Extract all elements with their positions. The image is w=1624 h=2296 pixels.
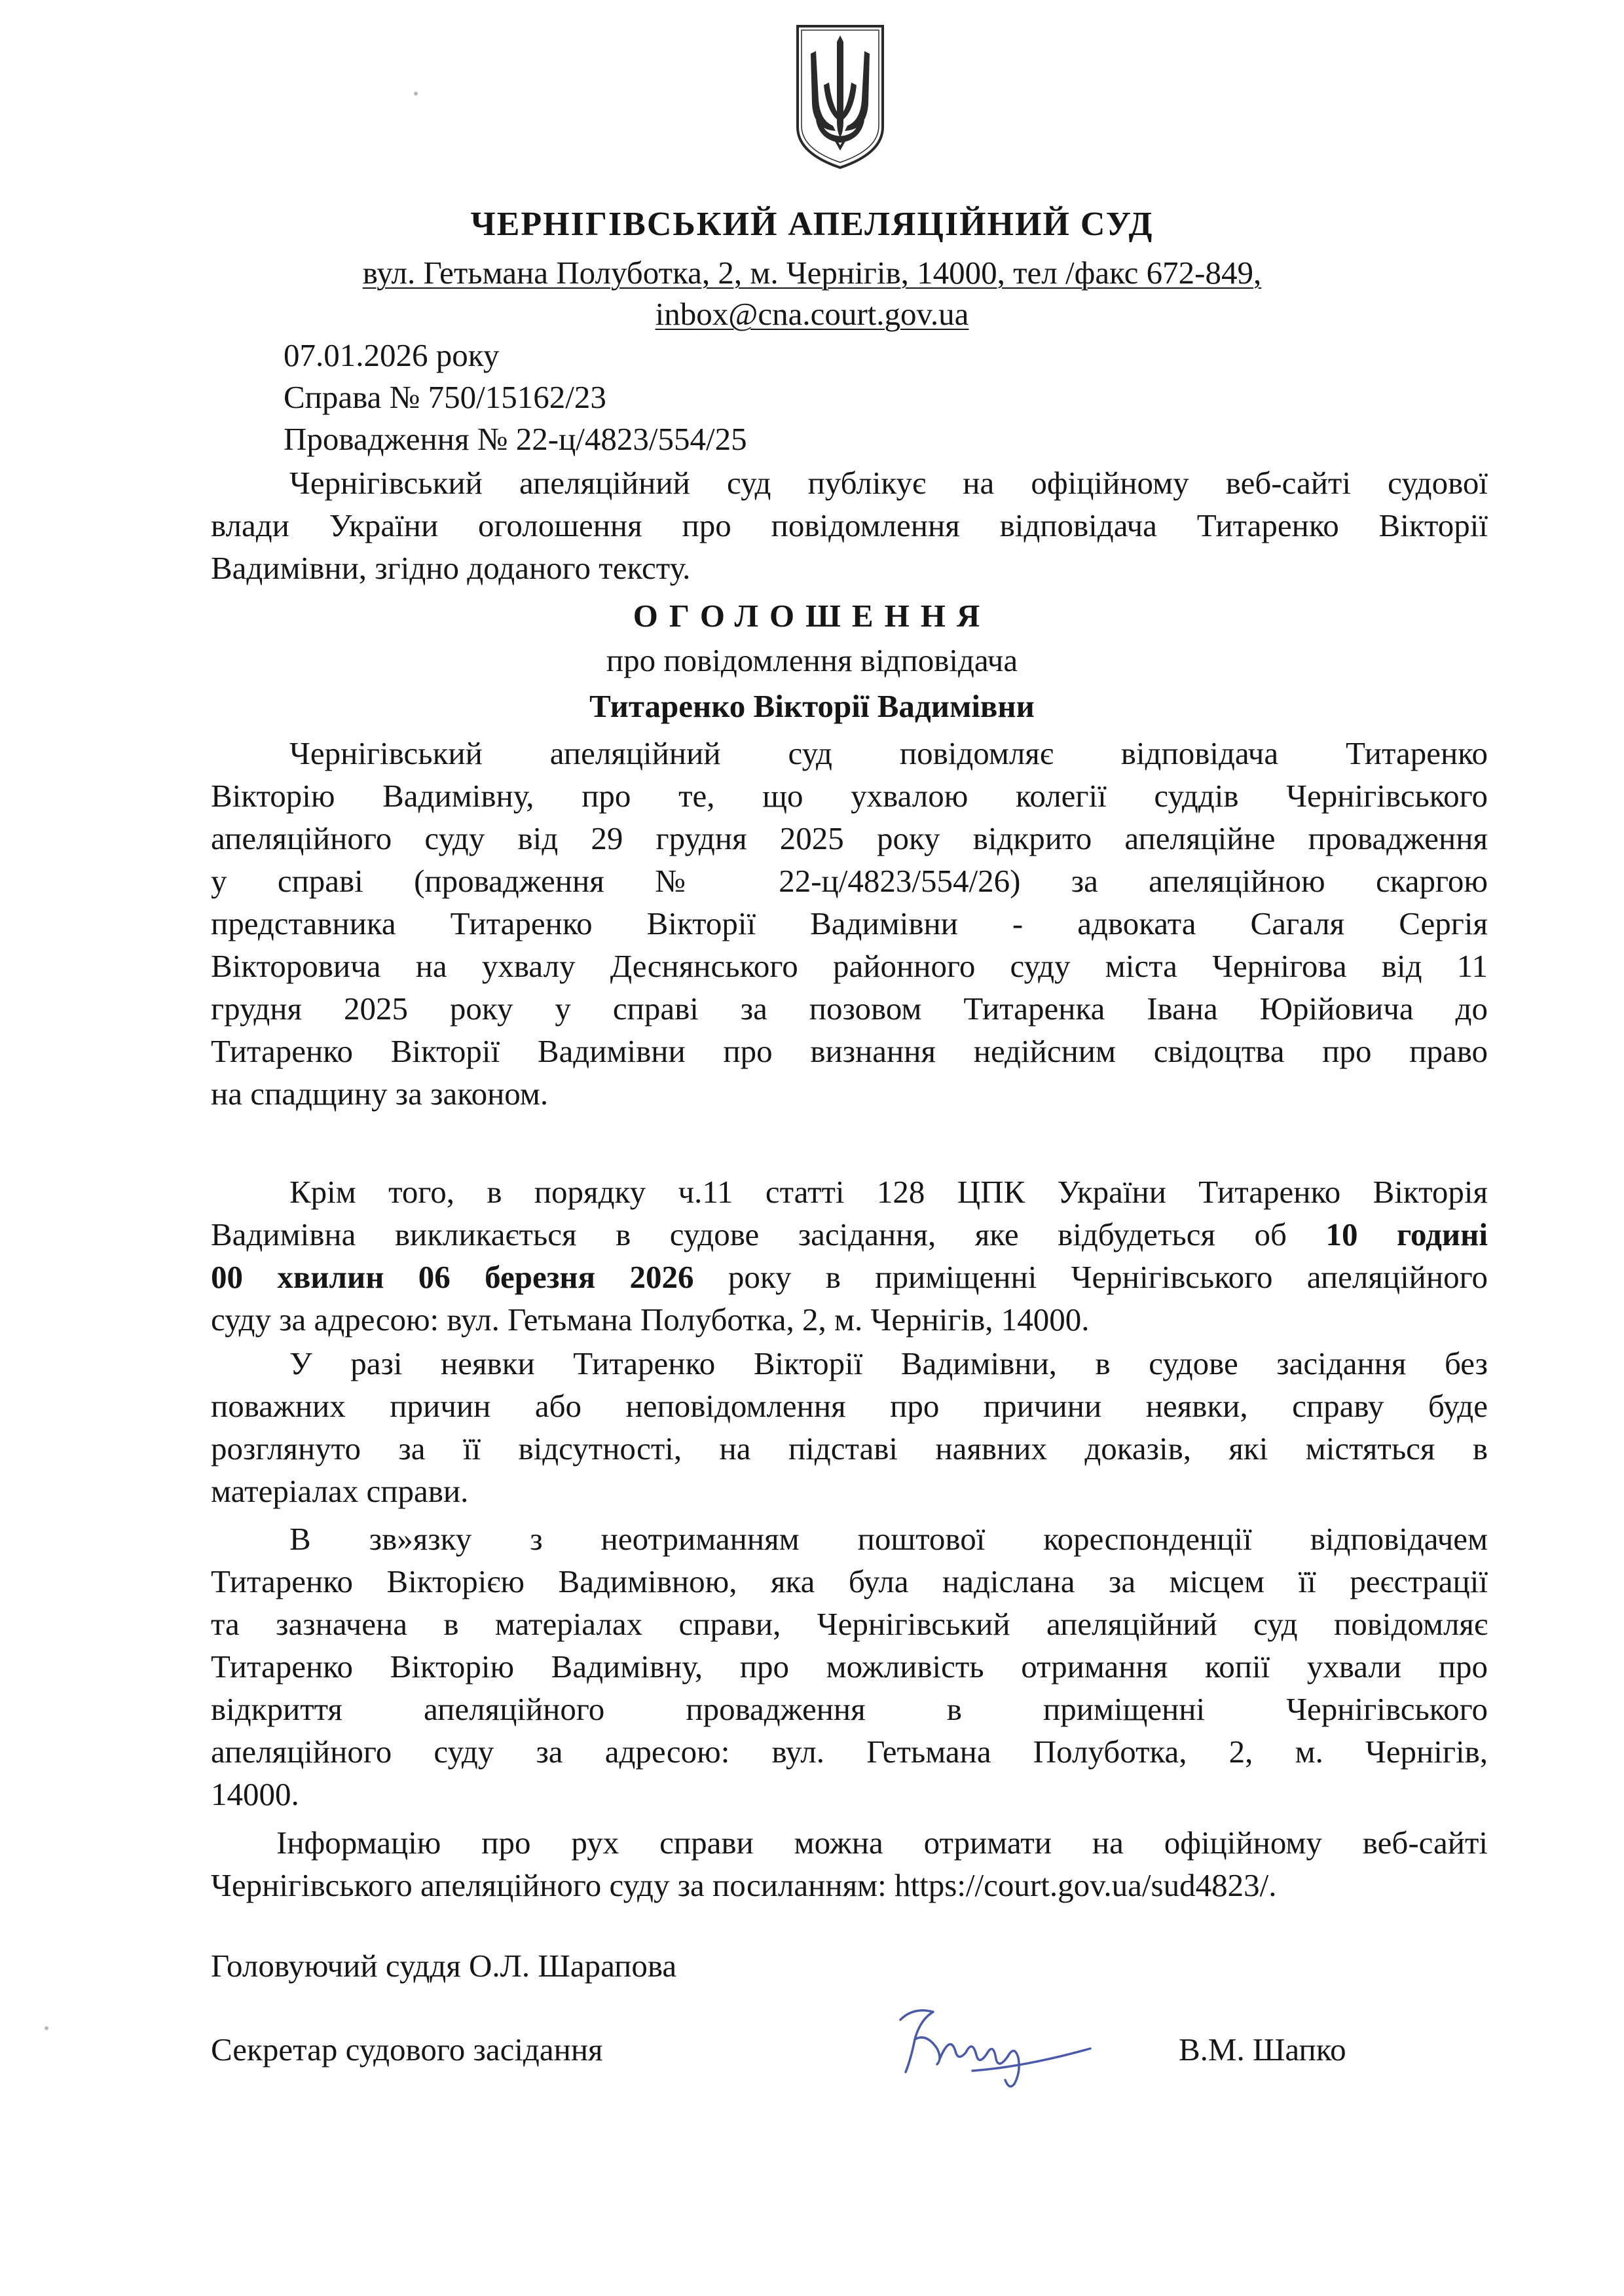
paragraph-line: Титаренко Вікторії Вадимівни про визнання недійсним свідоцтва про право bbox=[211, 1033, 1488, 1069]
paragraph-line: представника Титаренко Вікторії Вадимівни - адвоката Сагаля Сергія bbox=[211, 905, 1488, 941]
paragraph-line: апеляційного суду за адресою: вул. Гетьмана Полуботка, 2, м. Чернігів, bbox=[211, 1734, 1488, 1770]
paragraph-line: 14000. bbox=[211, 1776, 299, 1812]
paragraph-line: Вікторію Вадимівну, про те, що ухвалою колегії суддів Чернігівського bbox=[211, 778, 1488, 814]
intro-line: Вадимівни, згідно доданого тексту. bbox=[211, 550, 691, 586]
announcement-subtitle: про повідомлення відповідача bbox=[606, 642, 1018, 678]
paragraph-line: Титаренко Вікторію Вадимівну, про можливість отримання копії ухвали про bbox=[211, 1649, 1488, 1685]
paragraph-line: 00 хвилин 06 березня 2026 року в приміщенні Чернігівського апеляційного bbox=[211, 1259, 1488, 1295]
hearing-date: 00 хвилин 06 березня 2026 bbox=[211, 1259, 694, 1295]
court-email[interactable]: inbox@cna.court.gov.ua bbox=[655, 296, 969, 332]
hearing-time: 10 годині bbox=[1325, 1216, 1488, 1252]
court-address: вул. Гетьмана Полуботка, 2, м. Чернігів, 14000, тел /факс 672-849, bbox=[362, 255, 1262, 291]
paragraph-line: Інформацію про рух справи можна отримати на офіційному веб-сайті bbox=[276, 1825, 1488, 1861]
secretary-title: Секретар судового засідання bbox=[211, 2032, 603, 2068]
paragraph-line: апеляційного суду від 29 грудня 2025 року відкрито апеляційне провадження bbox=[211, 820, 1488, 856]
paragraph-line: Титаренко Вікторією Вадимівною, яка була надіслана за місцем її реєстрації bbox=[211, 1563, 1488, 1599]
paragraph-line: Чернігівський апеляційний суд повідомляє відповідача Титаренко bbox=[289, 735, 1488, 771]
intro-line: Чернігівський апеляційний суд публікує на офіційному веб-сайті судової bbox=[289, 465, 1488, 501]
coat-of-arms-icon bbox=[794, 22, 887, 172]
paragraph-line: та зазначена в матеріалах справи, Чернігівський апеляційний суд повідомляє bbox=[211, 1606, 1488, 1642]
handwritten-signature bbox=[874, 1994, 1097, 2092]
paragraph-line: В зв»язку з неотриманням поштової кореспонденції відповідачем bbox=[289, 1521, 1488, 1557]
court-name: ЧЕРНІГІВСЬКИЙ АПЕЛЯЦІЙНИЙ СУД bbox=[470, 206, 1154, 243]
paragraph-line: У разі неявки Титаренко Вікторії Вадимівни, в судове засідання без bbox=[289, 1345, 1488, 1381]
document-date: 07.01.2026 року bbox=[284, 337, 500, 373]
paragraph-line: Крім того, в порядку ч.11 статті 128 ЦПК України Титаренко Вікторія bbox=[289, 1174, 1488, 1210]
presiding-judge: Головуючий суддя О.Л. Шарапова bbox=[211, 1948, 677, 1984]
proceeding-number: Провадження № 22-ц/4823/554/25 bbox=[284, 421, 747, 457]
paragraph-line: поважних причин або неповідомлення про причини неявки, справу буде bbox=[211, 1388, 1488, 1424]
secretary-name: В.М. Шапко bbox=[1179, 2032, 1346, 2068]
announcement-title: ОГОЛОШЕННЯ bbox=[633, 598, 991, 634]
scan-artifact bbox=[45, 2026, 48, 2030]
paragraph-line: Вадимівна викликається в судове засідання, яке відбудеться об 10 годині bbox=[211, 1216, 1488, 1252]
scan-artifact bbox=[414, 92, 418, 96]
paragraph-line: грудня 2025 року у справі за позовом Титаренка Івана Юрійовича до bbox=[211, 991, 1488, 1027]
defendant-name: Титаренко Вікторії Вадимівни bbox=[589, 688, 1035, 724]
paragraph-line: розглянуто за її відсутності, на підставі наявних доказів, які містяться в bbox=[211, 1430, 1488, 1467]
paragraph-line: на спадщину за законом. bbox=[211, 1076, 549, 1112]
paragraph-line: суду за адресою: вул. Гетьмана Полуботка, 2, м. Чернігів, 14000. bbox=[211, 1302, 1090, 1338]
intro-line: влади України оголошення про повідомлення відповідача Титаренко Вікторії bbox=[211, 507, 1488, 543]
paragraph-line: матеріалах справи. bbox=[211, 1473, 469, 1509]
paragraph-line: відкриття апеляційного провадження в приміщенні Чернігівського bbox=[211, 1691, 1488, 1727]
paragraph-line: Вікторовича на ухвалу Деснянського районного суду міста Чернігова від 11 bbox=[211, 948, 1488, 984]
case-number: Справа № 750/15162/23 bbox=[284, 379, 606, 415]
paragraph-line: у справі (провадження № 22-ц/4823/554/26) за апеляційною скаргою bbox=[211, 863, 1488, 899]
court-url-line[interactable]: Чернігівського апеляційного суду за посиланням: https://court.gov.ua/sud4823/. bbox=[211, 1867, 1277, 1903]
